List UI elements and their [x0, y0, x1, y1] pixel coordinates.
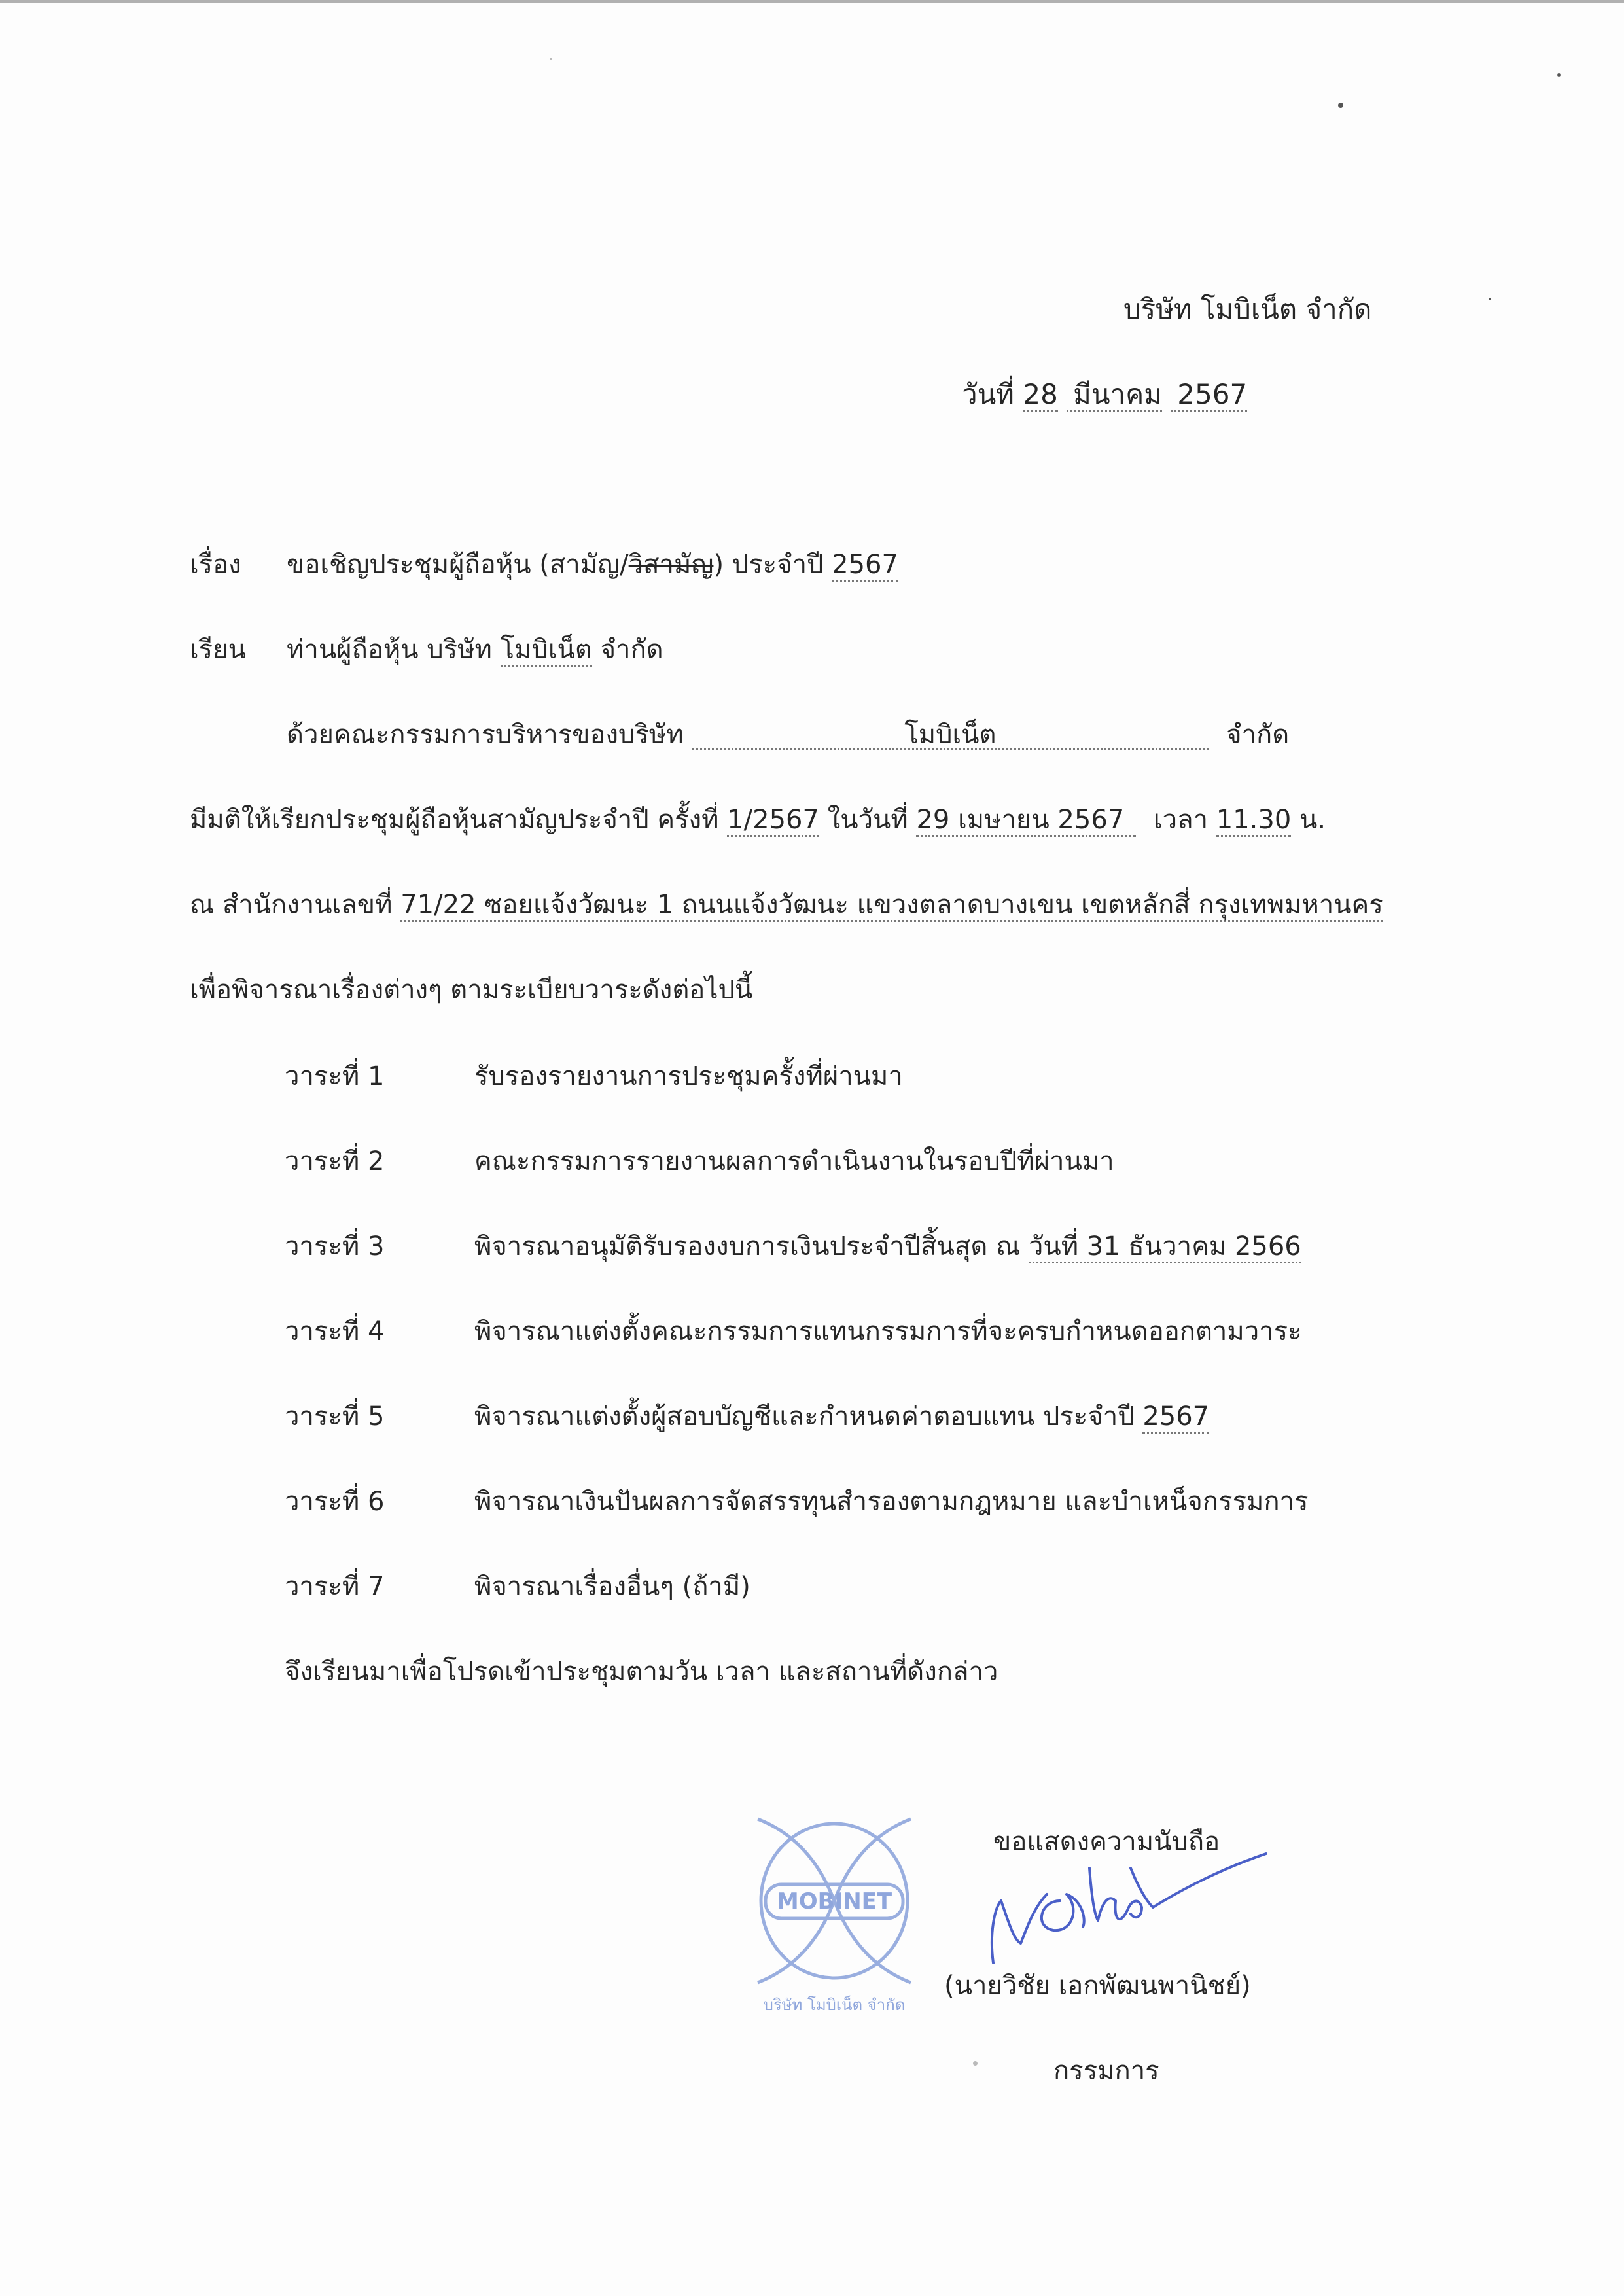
body-line-4: เพื่อพิจารณาเรื่องต่างๆ ตามระเบียบวาระดังต่อไปนี้ — [190, 975, 753, 1005]
agenda-text-7: พิจารณาเรื่องอื่นๆ (ถ้ามี) — [474, 1572, 750, 1602]
to-text: ท่านผู้ถือหุ้น บริษัท โมบิเน็ต จำกัด — [287, 637, 663, 663]
date-month: มีนาคม — [1067, 378, 1162, 412]
date-prefix: วันที่ — [962, 378, 1014, 410]
to-label: เรียน — [190, 635, 246, 665]
stamp-logo-text: MOBINET — [776, 1888, 892, 1915]
handwritten-signature — [975, 1803, 1282, 1973]
closing-line: จึงเรียนมาเพื่อโปรดเข้าประชุมตามวัน เวลา และสถานที่ดังกล่าว — [285, 1657, 998, 1687]
signer-name: (นายวิชัย เอกพัฒนพานิชย์) — [944, 1971, 1251, 2001]
agenda-text-3: พิจารณาอนุมัติรับรองงบการเงินประจำปีสิ้นสุด ณ วันที่ 31 ธันวาคม 2566 — [474, 1233, 1301, 1260]
agenda-text-6: พิจารณาเงินปันผลการจัดสรรทุนสำรองตามกฎหมาย และบำเหน็จกรรมการ — [474, 1487, 1309, 1517]
struck-word: วิสามัญ — [628, 550, 714, 580]
meeting-time: 11.30 — [1216, 805, 1292, 837]
agenda-label-5: วาระที่ 5 — [285, 1402, 385, 1432]
scan-speck — [1338, 103, 1343, 108]
agenda-text-5: พิจารณาแต่งตั้งผู้สอบบัญชีและกำหนดค่าตอบแทน ประจำปี 2567 — [474, 1404, 1209, 1430]
subject-label: เรื่อง — [190, 550, 241, 580]
scan-speck — [973, 2061, 978, 2066]
body-line-2: มีมติให้เรียกประชุมผู้ถือหุ้นสามัญประจำปี ครั้งที่ 1/2567 ในวันที่ 29 เมษายน 2567 เวลา 11.30 น. — [190, 807, 1326, 833]
agenda-text-2: คณะกรรมการรายงานผลการดำเนินงานในรอบปีที่ผ่านมา — [474, 1146, 1114, 1176]
body-line-3: ณ สำนักงานเลขที่ 71/22 ซอยแจ้งวัฒนะ 1 ถนนแจ้งวัฒนะ แขวงตลาดบางเขน เขตหลักสี่ กรุงเทพมหานคร — [190, 892, 1383, 918]
date-year: 2567 — [1171, 378, 1247, 412]
subject-text: ขอเชิญประชุมผู้ถือหุ้น (สามัญ/วิสามัญ) ประจำปี 2567 — [287, 552, 898, 578]
signer-title: กรรมการ — [1053, 2056, 1159, 2086]
stamp-caption: บริษัท โมบิเน็ต จำกัด — [763, 1996, 906, 2014]
fiscal-year-end: วันที่ 31 ธันวาคม 2566 — [1029, 1231, 1301, 1263]
agenda-label-4: วาระที่ 4 — [285, 1316, 385, 1347]
agenda-text-1: รับรองรายงานการประชุมครั้งที่ผ่านมา — [474, 1061, 903, 1091]
respect-line: ขอแสดงความนับถือ — [993, 1827, 1220, 1857]
scan-speck — [1489, 298, 1491, 300]
company-fill: โมบิเน็ต — [692, 722, 1209, 750]
agenda-label-3: วาระที่ 3 — [285, 1231, 385, 1262]
letter-date — [962, 378, 1248, 410]
meeting-address: 71/22 ซอยแจ้งวัฒนะ 1 ถนนแจ้งวัฒนะ แขวงตลาดบางเขน เขตหลักสี่ กรุงเทพมหานคร — [400, 890, 1383, 922]
date-day: 28 — [1023, 378, 1057, 412]
meeting-number: 1/2567 — [727, 805, 819, 837]
agenda-label-7: วาระที่ 7 — [285, 1572, 385, 1602]
body-line-1: ด้วยคณะกรรมการบริหารของบริษัท โมบิเน็ต จำกัด — [287, 720, 1290, 750]
agenda-text-4: พิจารณาแต่งตั้งคณะกรรมการแทนกรรมการที่จะครบกำหนดออกตามวาระ — [474, 1316, 1302, 1347]
company-stamp — [739, 1806, 929, 2022]
scan-edge — [0, 0, 1624, 3]
subject-year: 2567 — [832, 550, 898, 582]
company-header: บริษัท โมบิเน็ต จำกัด — [1123, 293, 1372, 325]
audit-year: 2567 — [1142, 1402, 1209, 1434]
agenda-label-6: วาระที่ 6 — [285, 1487, 385, 1517]
scan-speck — [550, 58, 552, 60]
scan-speck — [1557, 73, 1561, 77]
agenda-label-2: วาระที่ 2 — [285, 1146, 385, 1176]
to-company: โมบิเน็ต — [501, 635, 592, 667]
agenda-label-1: วาระที่ 1 — [285, 1061, 385, 1091]
meeting-date: 29 เมษายน 2567 — [916, 805, 1136, 837]
